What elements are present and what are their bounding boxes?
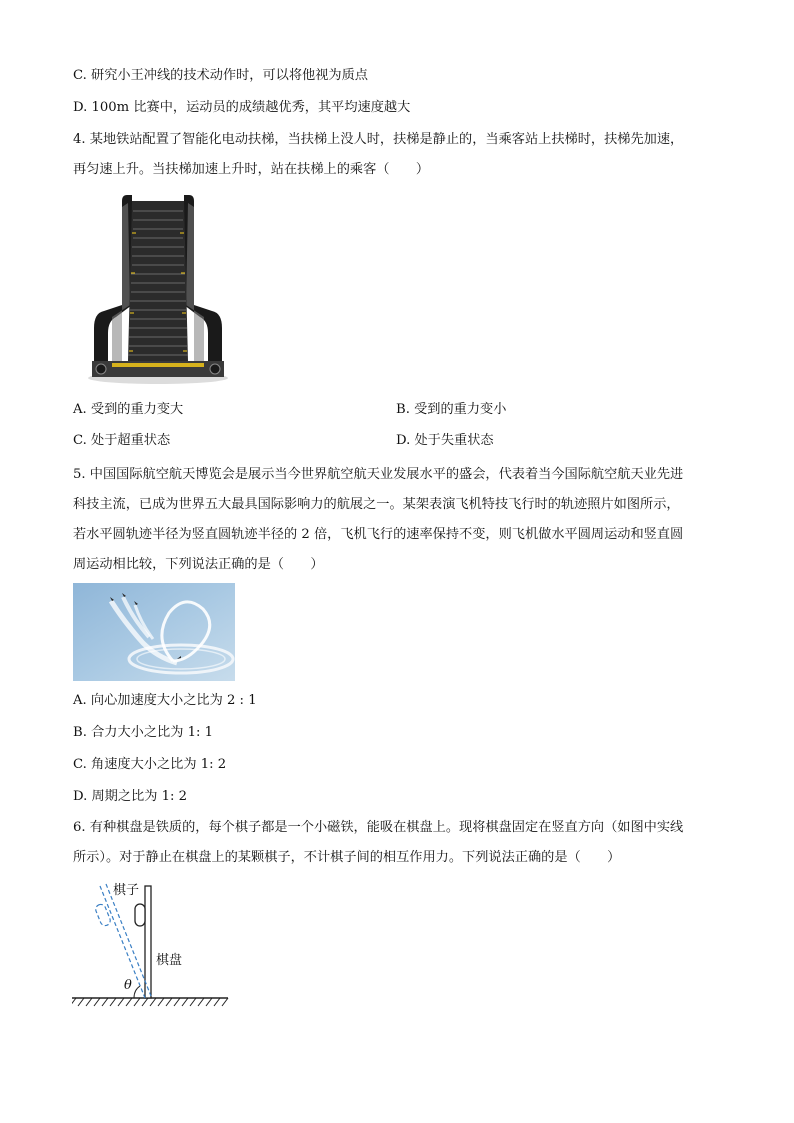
q4-stem-line1: 4. 某地铁站配置了智能化电动扶梯，当扶梯上没人时，扶梯是静止的，当乘客站上扶梯时，扶梯先加速，	[73, 132, 684, 147]
q5-stem-line4: 周运动相比较，下列说法正确的是（ ）	[73, 557, 324, 572]
q4-option-a: A. 受到的重力变大	[73, 402, 184, 417]
q4-option-c: C. 处于超重状态	[73, 433, 171, 448]
q3-option-c: C. 研究小王冲线的技术动作时，可以将他视为质点	[73, 68, 368, 83]
q5-stem-line2: 科技主流，已成为世界五大最具国际影响力的航展之一。某架表演飞机特技飞行时的轨迹照片如图所示，	[73, 497, 680, 512]
q5-option-b: B. 合力大小之比为 1: 1	[73, 725, 213, 740]
q4-stem-line2: 再匀速上升。当扶梯加速上升时，站在扶梯上的乘客（ ）	[73, 162, 430, 177]
label-chess-piece: 棋子	[113, 883, 140, 898]
label-theta: θ	[124, 978, 132, 993]
q5-option-a: A. 向心加速度大小之比为 2 : 1	[73, 693, 257, 708]
q5-stem-line3: 若水平圆轨迹半径为竖直圆轨迹半径的 2 倍，飞机飞行的速率保持不变，则飞机做水平圆周运动和竖直圆	[73, 527, 684, 542]
q5-option-d: D. 周期之比为 1: 2	[73, 789, 188, 804]
q6-stem-line1: 6. 有种棋盘是铁质的，每个棋子都是一个小磁铁，能吸在棋盘上。现将棋盘固定在竖直方向（如图中实线	[73, 820, 684, 835]
airshow-photo	[73, 583, 235, 681]
chessboard-diagram	[72, 880, 232, 1012]
q4-option-b: B. 受到的重力变小	[396, 402, 507, 417]
escalator-figure	[88, 193, 228, 385]
q4-option-d: D. 处于失重状态	[396, 433, 494, 448]
q5-stem-line1: 5. 中国国际航空航天博览会是展示当今世界航空航天业发展水平的盛会，代表着当今国际航空航天业先进	[73, 467, 684, 482]
q3-option-d: D. 100m 比赛中，运动员的成绩越优秀，其平均速度越大	[73, 100, 411, 115]
label-chessboard: 棋盘	[156, 953, 183, 968]
q5-option-c: C. 角速度大小之比为 1: 2	[73, 757, 227, 772]
q6-stem-line2: 所示）。对于静止在棋盘上的某颗棋子，不计棋子间的相互作用力。下列说法正确的是（ ）	[73, 850, 621, 865]
